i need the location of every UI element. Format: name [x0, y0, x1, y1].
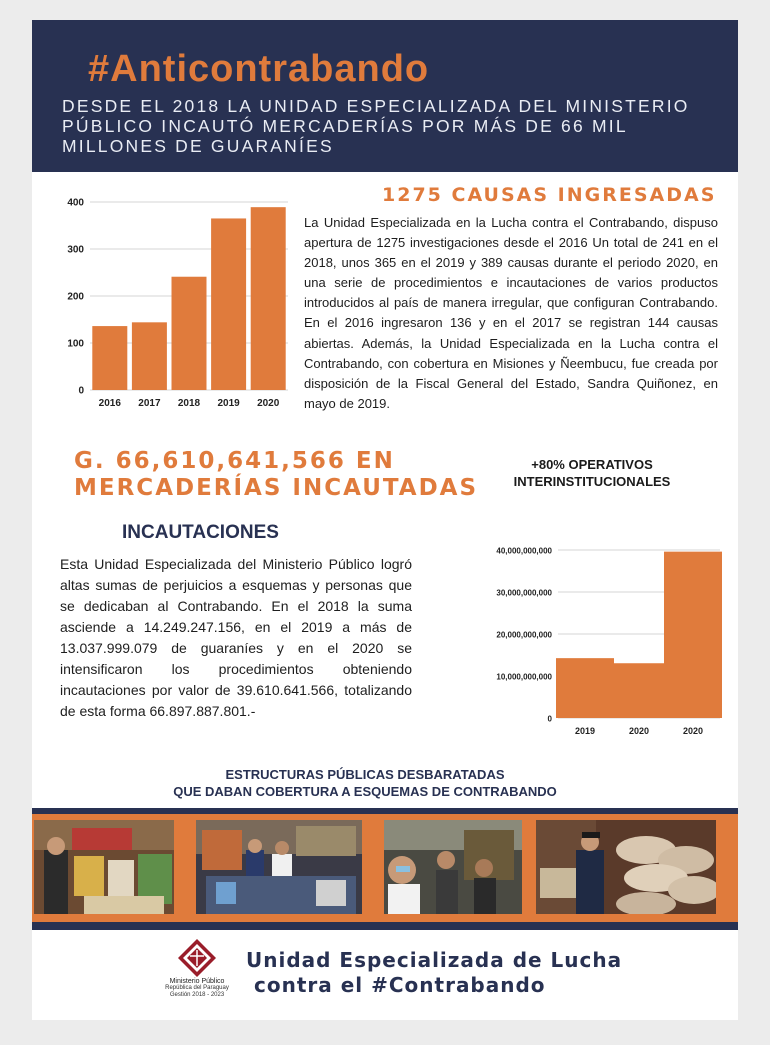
causas-chart-y-tick-label: 100	[67, 338, 84, 350]
incautaciones-chart-x-tick-label: 2019	[574, 726, 596, 736]
incautaciones-chart-y-tick-label: 0	[547, 714, 552, 724]
causas-chart-x-tick-label: 2017	[138, 398, 161, 409]
logo-subtitle: República del Paraguay	[165, 985, 229, 991]
incautaciones-paragraph: Esta Unidad Especializada del Ministerio Público logró altas sumas de perjuicios a esquemas y personas que se dedicaban al Contrabando. En el 2018 la suma asciende a 14.249.247.156, en el 2019 a más de 13.037.999.079 de guaraníes y en el 2020 se intensificaron los procedimientos obteniendo incautaciones por valor de 39.610.641.566, totalizando de esta forma 66.897.887.801.-	[60, 556, 412, 719]
photo-market-stall	[34, 820, 174, 914]
causas-chart-bar	[92, 326, 127, 390]
incautaciones-chart-y-tick-label: 20,000,000,000	[496, 630, 552, 640]
incautado-amount-heading	[74, 448, 478, 502]
incautaciones-chart-bar	[556, 658, 614, 718]
footer-unit-name	[246, 948, 622, 998]
causas-chart-x-tick-label: 2016	[98, 398, 121, 409]
logo-emblem	[177, 938, 217, 978]
incautaciones-chart-bar	[664, 552, 722, 718]
incautaciones-title: INCAUTACIONES	[122, 522, 279, 543]
causas-chart-x-tick-label: 2020	[257, 398, 280, 409]
incautado-line-2: MERCADERÍAS INCAUTADAS	[74, 475, 479, 501]
photo-warehouse-inspection	[196, 820, 362, 914]
estructuras-heading	[32, 766, 698, 800]
header-banner	[32, 20, 738, 172]
incautaciones-chart-y-tick-label: 40,000,000,000	[496, 546, 552, 556]
incautaciones-chart-x-tick-label: 2020	[628, 726, 650, 736]
causas-chart-x-tick-label: 2019	[217, 398, 240, 409]
footer-line-1: Unidad Especializada de Lucha	[246, 948, 623, 972]
incautaciones-chart-x-tick-label: 2020	[682, 726, 704, 736]
incautaciones-chart-y-tick-label: 30,000,000,000	[496, 588, 552, 598]
logo-period: Gestión 2018 - 2023	[169, 992, 225, 998]
causas-bar-chart	[52, 190, 292, 414]
causas-chart-y-tick-label: 400	[67, 197, 84, 209]
logo-name: Ministerio Público	[169, 978, 225, 985]
causas-chart-bar	[251, 207, 286, 390]
estructuras-line-1: ESTRUCTURAS PÚBLICAS DESBARATADAS	[225, 767, 505, 782]
hashtag-title: #Anticontrabando	[88, 48, 430, 90]
causas-chart-y-tick-label: 0	[78, 385, 84, 397]
ministerio-publico-logo	[160, 938, 234, 999]
causas-chart-x-tick-label: 2018	[177, 398, 201, 409]
causas-paragraph: La Unidad Especializada en la Lucha contra el Contrabando, dispuso apertura de 1275 investigaciones desde el 2016 Un total de 241 en el 2018, unos 365 en el 2019 y 389 causas durante el periodo 2020, en una serie de procedimientos e incautaciones de varios productos introducidos al país de manera irregular, que configuran Contrabando. En el 2016 ingresaron 136 y en el 2017 se registran 144 causas abiertas. Además, la Unidad Especializada en la Lucha contra el Contrabando, con cobertura en Misiones y Ñeembucu, fue creada por disposición de la Fiscal General del Estado, Sandra Quiñonez, en mayo de 2019.	[304, 215, 718, 411]
operativos-line-1: +80% OPERATIVOS	[531, 457, 653, 472]
incautaciones-chart-y-tick-label: 10,000,000,000	[496, 672, 552, 682]
causas-chart-bar	[211, 218, 246, 390]
operativos-heading	[492, 456, 692, 490]
causas-chart-y-tick-label: 300	[67, 244, 84, 256]
causas-title: 1275 CAUSAS INGRESADAS	[382, 184, 717, 206]
operativos-line-2: INTERINSTITUCIONALES	[513, 474, 671, 489]
causas-chart-bar	[132, 322, 167, 390]
photo-sacks-seizure	[536, 820, 716, 914]
causas-chart-y-tick-label: 200	[67, 291, 84, 303]
infographic-poster	[32, 20, 738, 1020]
incautaciones-chart-bar	[610, 663, 668, 718]
estructuras-line-2: QUE DABAN COBERTURA A ESQUEMAS DE CONTRABANDO	[173, 784, 557, 799]
incautado-line-1: G. 66,610,641,566 EN	[74, 448, 395, 474]
photo-strip	[32, 808, 738, 930]
footer-line-2: contra el #Contrabando	[254, 973, 546, 997]
incautaciones-bar-chart	[432, 536, 722, 740]
header-subtitle: DESDE EL 2018 LA UNIDAD ESPECIALIZADA DEL MINISTERIO PÚBLICO INCAUTÓ MERCADERÍAS POR MÁS DE 66 MIL MILLONES DE GUARANÍES	[62, 96, 690, 156]
causas-chart-bar	[172, 277, 207, 390]
photo-officers-meeting	[384, 820, 522, 914]
